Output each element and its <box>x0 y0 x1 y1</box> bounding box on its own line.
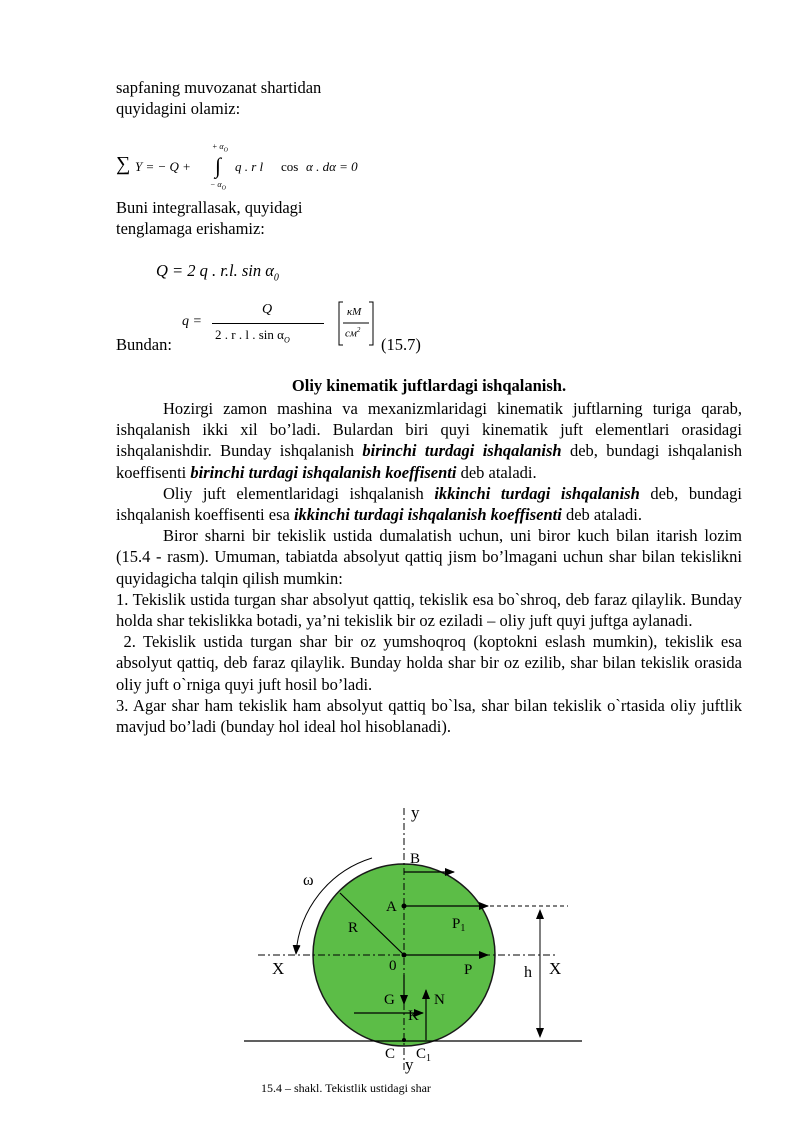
intro-line-1: sapfaning muvozanat shartidan <box>116 78 322 97</box>
label-b: B <box>410 851 421 867</box>
paragraph-5: 2. Tekislik ustida turgan shar bir oz yumshoqroq (koptokni eslash mumkin), tekislik esa absolyut qattiq, deb faraz qilaylik. Bunday holda shar bir oz ezilib, shar bilan tekislik orasida oliy juft o`rniga quyi juft hosil bo’ladi. <box>116 632 747 694</box>
intro-line-2: quyidagini olamiz: <box>116 99 241 118</box>
unit-bracket <box>338 301 374 346</box>
equation-number: (15.7) <box>381 335 421 354</box>
equation-sum-y <box>116 142 416 194</box>
integrand: q . r l <box>235 159 264 174</box>
body-text <box>116 398 747 737</box>
equation-q-total: Q = 2 q . r.l. $\sin \alpha_0$ <box>156 261 279 284</box>
figure-caption: 15.4 – shakl. Tekistlik ustidagi shar <box>261 1081 431 1095</box>
label-c: C <box>385 1046 396 1062</box>
paragraph-3: Biror sharni bir tekislik ustida dumalatish uchun, uni biror kuch bilan itarish lozim (15.4 - rasm). Umuman, tabiatda absolyut qattiq jism bo’lmagani uchun shar bilan tekislikni quyidagicha talqin qilish mumkin: <box>116 526 742 588</box>
label-k: K <box>408 1008 419 1024</box>
equation-lhs: Y = − Q + <box>135 159 191 174</box>
label-p: P <box>464 962 473 978</box>
fraction-denominator: 2 . r . l . $\sin \alpha_O$ <box>215 327 290 345</box>
label-p1: $P_1$ <box>452 916 466 934</box>
fraction-numerator: Q <box>262 302 273 317</box>
paragraph-4: 1. Tekislik ustida turgan shar absolyut qattiq, tekislik esa bo`shroq, deb faraz qilaylik. Bunday holda shar tekislikka botadi, ya’ni tekislik bir oz eziladi – oliy juft quyi juftga aylanadi. <box>116 589 742 631</box>
label-x-left: X <box>272 959 285 978</box>
text2-line-1: Buni integrallasak, quyidagi <box>116 198 303 217</box>
integral-symbol: ∫ <box>215 153 222 178</box>
text2-line-2: tenglamaga erishamiz: <box>116 219 265 238</box>
bundan-label: Bundan: <box>116 335 172 354</box>
label-omega: ω <box>303 872 314 889</box>
label-g: G <box>384 992 395 1008</box>
label-y-bottom: у <box>405 1055 414 1074</box>
label-x-right: X <box>549 959 562 978</box>
label-y-top: у <box>411 803 420 822</box>
fraction-bar <box>212 323 324 324</box>
paragraph-2: Oliy juft elementlaridagi ishqalanish ikkinchi turdagi ishqalanish deb, bundagi ishqalanish koeffisenti esa ikkinchi turdagi ishqalanish koeffisenti deb ataladi. <box>116 483 743 525</box>
contact-point-dot <box>402 1038 406 1042</box>
sum-symbol: ∑ <box>116 153 131 175</box>
paragraph-1: Hozirgi zamon mashina va mexanizmlaridagi kinematik juftlarning turiga qarab, ishqalanish ikki xil bo’ladi. Bulardan biri quyi kinematik juft elementlari orasidagi ishqalanishdir. Bunday ishqalanish birinchi turdagi ishqalanish deb, bundagi ishqalanish koeffisenti birinchi turdagi ishqalanish koeffisenti deb ataladi. <box>116 399 742 482</box>
label-a: A <box>386 899 397 915</box>
section-heading: Oliy kinematik juftlardagi ishqalanish. <box>291 376 567 395</box>
unit-numerator: кМ <box>347 306 362 318</box>
point-a-dot <box>402 904 407 909</box>
paragraph-6: 3. Agar shar ham tekislik ham absolyut qattiq bo`lsa, shar bilan tekislik o`rtasida oliy juftlik mavjud bo’ladi (bunday hol ideal hol hisoblanadi). <box>116 695 742 737</box>
label-h: h <box>524 964 532 981</box>
label-r: R <box>348 920 359 936</box>
label-origin: 0 <box>389 958 397 974</box>
label-c1: $C_1$ <box>416 1046 432 1064</box>
integral-lower-limit: − $\alpha_O$ <box>210 180 226 192</box>
q-lhs: q = <box>182 314 202 329</box>
cos-function: cos <box>281 159 299 174</box>
unit-denominator: $см^2$ <box>345 326 361 340</box>
ball-on-plane-figure <box>0 790 800 1100</box>
integrand-rest: α . dα = 0 <box>306 159 358 174</box>
label-n: N <box>434 992 445 1008</box>
integral-upper-limit: + $\alpha_O$ <box>212 142 228 154</box>
